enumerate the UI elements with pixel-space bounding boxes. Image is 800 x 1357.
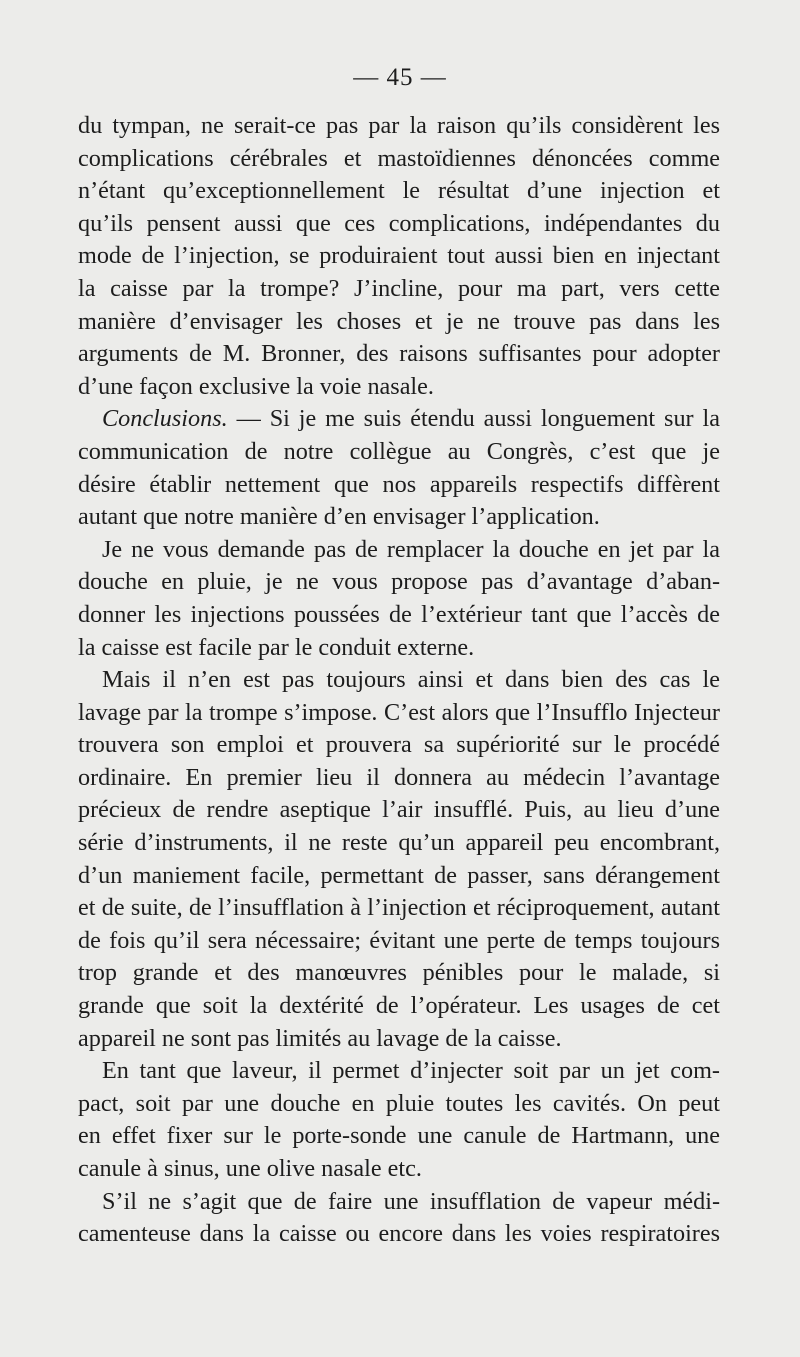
text-line: lavage par la trompe s’impose. C’est alors que l’Insufflo Injecteur: [78, 698, 720, 726]
text-line: Mais il n’en est pas toujours ainsi et dans bien des cas le: [102, 666, 720, 694]
text-line: la caisse par la trompe? J’incline, pour ma part, vers cette: [78, 274, 720, 302]
text-line: désire établir nettement que nos appareils respectifs diffèrent: [78, 470, 720, 498]
section-heading-conclusions: Conclusions.: [102, 405, 228, 433]
text-line: camenteuse dans la caisse ou encore dans les voies respiratoires: [78, 1220, 720, 1248]
body-text: [78, 110, 720, 1251]
text-line: grande que soit la dextérité de l’opérateur. Les usages de cet: [78, 992, 720, 1020]
text-line: communication de notre collègue au Congrès, c’est que je: [78, 437, 720, 465]
text-line: douche en pluie, je ne vous propose pas d’avantage d’aban-: [78, 568, 720, 596]
text-line: d’une façon exclusive la voie nasale.: [78, 372, 434, 400]
text-line: en effet fixer sur le porte-sonde une canule de Hartmann, une: [78, 1122, 720, 1150]
text-line: et de suite, de l’insufflation à l’injection et réciproquement, autant: [78, 894, 720, 922]
text-line: n’étant qu’exceptionnellement le résultat d’une injection et: [78, 177, 720, 205]
text-line: donner les injections poussées de l’extérieur tant que l’accès de: [78, 600, 720, 628]
text-line: précieux de rendre aseptique l’air insufflé. Puis, au lieu d’une: [78, 796, 720, 824]
text-line: d’un maniement facile, permettant de passer, sans dérangement: [78, 861, 720, 889]
text-line: Je ne vous demande pas de remplacer la douche en jet par la: [102, 535, 720, 563]
text-line: trop grande et des manœuvres pénibles pour le malade, si: [78, 959, 720, 987]
text-line: En tant que laveur, il permet d’injecter soit par un jet com-: [102, 1057, 720, 1085]
text-line: S’il ne s’agit que de faire une insufflation de vapeur médi-: [102, 1187, 720, 1215]
text-line: trouvera son emploi et prouvera sa supériorité sur le procédé: [78, 731, 720, 759]
text-line: la caisse est facile par le conduit externe.: [78, 633, 475, 661]
text-line: série d’instruments, il ne reste qu’un appareil peu encombrant,: [78, 829, 720, 857]
text-line: canule à sinus, une olive nasale etc.: [78, 1155, 422, 1182]
conclusions-line: [78, 403, 720, 436]
text-line: qu’ils pensent aussi que ces complications, indépendantes du: [78, 209, 720, 237]
text-line: appareil ne sont pas limités au lavage de la caisse.: [78, 1024, 562, 1052]
text-line: de fois qu’il sera nécessaire; évitant une perte de temps toujours: [78, 926, 720, 954]
text-line: pact, soit par une douche en pluie toutes les cavités. On peut: [78, 1089, 720, 1117]
text-line: mode de l’injection, se produiraient tout aussi bien en injectant: [78, 242, 720, 270]
text-line: complications cérébrales et mastoïdiennes dénoncées comme: [78, 144, 720, 172]
text-fragment: — Si je me suis étendu aussi longuement sur la: [227, 405, 720, 433]
text-line: arguments de M. Bronner, des raisons suffisantes pour adopter: [78, 340, 720, 368]
text-line: manière d’envisager les choses et je ne trouve pas dans les: [78, 307, 720, 335]
text-line: du tympan, ne serait-ce pas par la raison qu’ils considèrent les: [78, 112, 720, 139]
text-line: ordinaire. En premier lieu il donnera au médecin l’avantage: [78, 763, 720, 791]
text-line: autant que notre manière d’en envisager l’application.: [78, 503, 600, 531]
page-number: — 45 —: [353, 64, 447, 91]
